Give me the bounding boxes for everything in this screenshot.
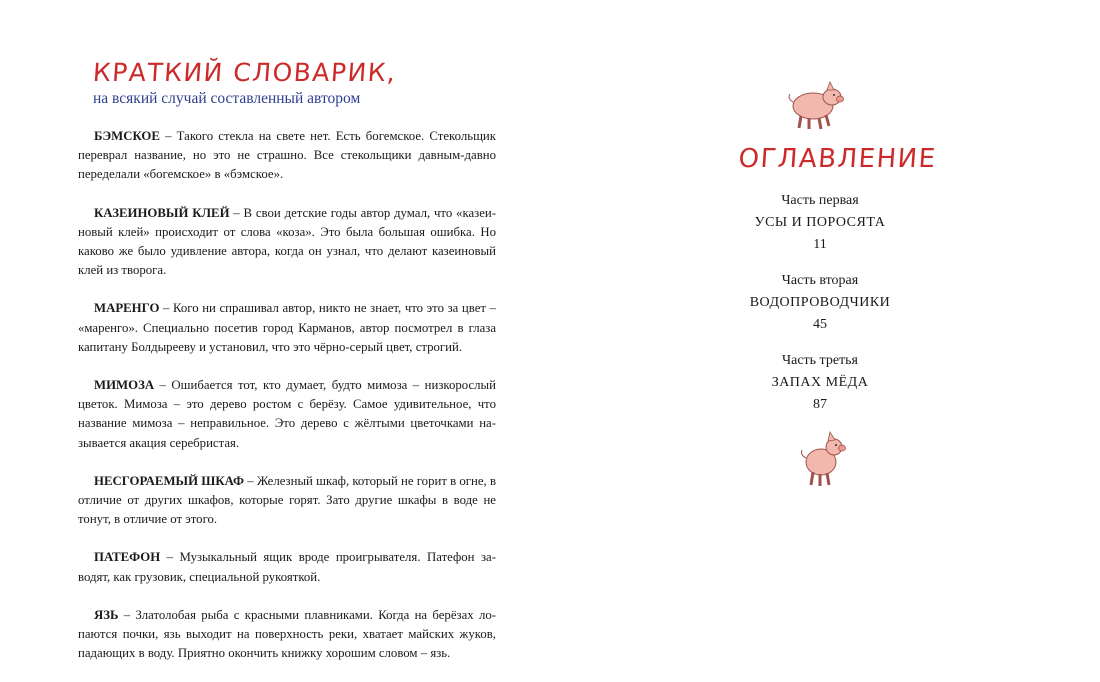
glossary-title: КРАТКИЙ СЛОВАРИК, <box>91 58 398 87</box>
part-page-number: 11 <box>813 237 827 252</box>
entry-term: БЭМСКОЕ <box>94 129 160 143</box>
part-page-number: 45 <box>813 317 827 332</box>
entry-text: – Кого ни спрашивал автор, никто не знает, что это за цвет – «маренго». Специально посетив город Карманов, автор посмотрел в глаза капитану Болдырееву и установил, что это чёрно-серый цвет, строгий. <box>78 301 496 354</box>
glossary-entry <box>78 204 496 281</box>
toc-part[interactable] <box>700 350 940 430</box>
entry-text: – В свои детские годы автор думал, что «казеиновый клей» происходит от слова «коза». Это была большая ошибка. Но каково же было удивление автора, когда он узнал, что делают казеиновый клей из творога. <box>78 205 496 278</box>
entry-term: ПАТЕФОН <box>94 550 161 565</box>
part-label: Часть третья <box>782 353 858 368</box>
part-page-number: 87 <box>813 397 827 412</box>
part-label: Часть первая <box>781 193 859 208</box>
glossary-entry <box>78 606 496 664</box>
entry-text: – Ошибается тот, кто думает, будто мимоза – низкорослый цветок. Мимоза – это дерево ростом с берёзу. Самое удивительное, что название мимоза – неправильное. Это дерево с жёлтыми цветочками называется акация серебристая. <box>78 378 496 450</box>
glossary-entry <box>78 299 496 357</box>
glossary-entry <box>78 376 496 453</box>
entry-text: – Такого стекла на свете нет. Есть богемское. Стекольщик переврал название, но это не страшно. Все стекольщики давным-давно переделали «богемское» в «бэмское». <box>78 129 496 182</box>
part-name: УСЫ И ПОРОСЯТА <box>754 215 886 230</box>
toc-title: ОГЛАВЛЕНИЕ <box>737 144 938 174</box>
glossary-entry <box>78 127 496 185</box>
glossary-entry <box>78 472 496 530</box>
pig-illustration-bottom <box>793 428 851 488</box>
entry-text: – Музыкальный ящик вроде проигрывателя. Патефон заводят, как грузовик, специальной рукояткой. <box>78 550 496 584</box>
entry-term: НЕСГОРАЕМЫЙ ШКАФ <box>94 473 245 488</box>
toc-part[interactable] <box>700 270 940 350</box>
glossary-entry <box>78 548 496 586</box>
toc-list <box>700 190 940 430</box>
part-name: ВОДОПРОВОДЧИКИ <box>749 295 891 310</box>
part-name: ЗАПАХ МЁДА <box>771 375 869 390</box>
part-label: Часть вторая <box>781 273 859 288</box>
entry-term: КАЗЕИНОВЫЙ КЛЕЙ <box>94 205 230 220</box>
right-page <box>550 0 1100 663</box>
entry-text: – Златолобая рыба с красными плавниками. Когда на берёзах лопаются почки, язь выходит на поверхность реки, хватает майских жуков, падающих в воду. Приятно окончить книжку хорошим словом – язь. <box>78 607 496 661</box>
glossary-entries <box>78 127 496 682</box>
entry-text: – Железный шкаф, который не горит в огне, в отличие от других шкафов, которые горят. Зато другие шкафы в воде не тонут, в отличие от этого. <box>78 473 496 527</box>
toc-part[interactable] <box>700 190 940 270</box>
entry-term: МИМОЗА <box>94 378 155 393</box>
entry-term: МАРЕНГО <box>94 301 160 316</box>
entry-term: ЯЗЬ <box>94 607 119 622</box>
left-page <box>0 0 550 663</box>
pig-illustration-top <box>783 72 849 132</box>
glossary-subtitle: на всякий случай составленный автором <box>93 90 361 107</box>
